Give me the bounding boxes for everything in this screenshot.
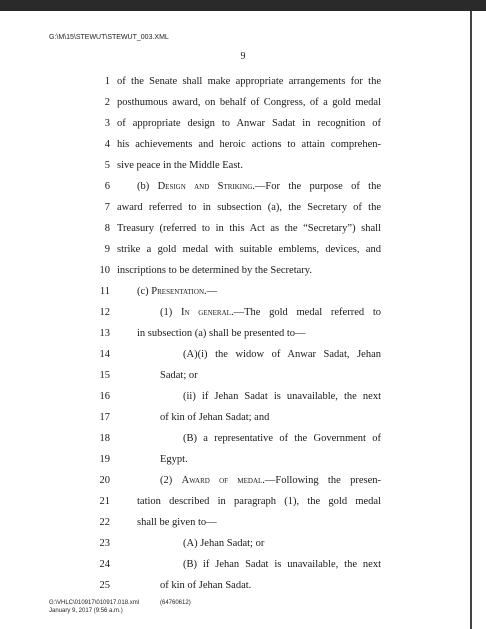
line-number: 13 <box>99 328 110 339</box>
line-text: of kin of Jehan Sadat; and <box>160 412 270 423</box>
line-text: (1) In general.—The gold medal referred to <box>160 307 382 318</box>
footer-path: G:\VHLC\010917\010917.018.xml <box>49 600 140 606</box>
line-number: 23 <box>99 538 110 549</box>
line-text: (B) if Jehan Sadat is unavailable, the next <box>183 559 381 570</box>
line-text: of appropriate design to Anwar Sadat in recognition of <box>117 118 381 129</box>
line-number: 16 <box>99 391 110 402</box>
line-number: 4 <box>104 139 110 150</box>
line-text: (2) Award of medal.—Following the presen- <box>160 475 381 486</box>
line-number: 24 <box>99 559 110 570</box>
line-number: 18 <box>99 433 110 444</box>
line-text: tation described in paragraph (1), the gold medal <box>137 496 381 507</box>
line-number: 22 <box>99 517 110 528</box>
line-number: 15 <box>99 370 110 381</box>
top-bar <box>0 0 486 11</box>
line-text: award referred to in subsection (a), the Secretary of the <box>117 202 381 213</box>
line-number: 7 <box>104 202 110 213</box>
line-number: 19 <box>99 454 110 465</box>
line-number: 21 <box>99 496 110 507</box>
line-text: strike a gold medal with suitable emblems, devices, and <box>117 244 381 255</box>
line-text: inscriptions to be determined by the Secretary. <box>117 265 312 276</box>
line-number: 10 <box>99 265 110 276</box>
line-number: 17 <box>99 412 110 423</box>
footer-id: (64760612) <box>160 600 191 606</box>
line-number: 1 <box>104 76 110 87</box>
line-number: 8 <box>104 223 110 234</box>
page-number: 9 <box>240 51 246 62</box>
page-edge <box>470 11 472 629</box>
line-text: (b) Design and Striking.—For the purpose of the <box>137 181 381 192</box>
line-text: of kin of Jehan Sadat. <box>160 580 252 591</box>
line-text: of the Senate shall make appropriate arrangements for the <box>117 76 381 87</box>
line-text: Treasury (referred to in this Act as the “Secretary”) shall <box>117 223 381 234</box>
footer-date: January 9, 2017 (9:56 a.m.) <box>49 608 123 614</box>
line-text: Sadat; or <box>160 370 198 381</box>
line-number: 6 <box>104 181 110 192</box>
line-text: (B) a representative of the Government of <box>183 433 381 444</box>
line-number: 25 <box>99 580 110 591</box>
line-text: posthumous award, on behalf of Congress, of a gold medal <box>117 97 381 108</box>
line-text: in subsection (a) shall be presented to— <box>137 328 306 339</box>
line-number: 20 <box>99 475 110 486</box>
line-number: 14 <box>99 349 110 360</box>
line-text: Egypt. <box>160 454 188 465</box>
line-text: (c) Presentation.— <box>137 286 218 297</box>
line-text: his achievements and heroic actions to attain comprehen- <box>117 139 381 150</box>
document-path: G:\M\15\STEWUT\STEWUT_003.XML <box>49 34 169 41</box>
line-text: (A) Jehan Sadat; or <box>183 538 265 549</box>
line-text: (A)(i) the widow of Anwar Sadat, Jehan <box>183 349 381 360</box>
line-number: 5 <box>104 160 110 171</box>
line-number: 11 <box>99 286 110 297</box>
line-number: 9 <box>104 244 110 255</box>
line-number: 2 <box>104 97 110 108</box>
line-number: 3 <box>104 118 110 129</box>
line-text: shall be given to— <box>137 517 217 528</box>
line-text: sive peace in the Middle East. <box>117 160 243 171</box>
line-number: 12 <box>99 307 110 318</box>
line-text: (ii) if Jehan Sadat is unavailable, the next <box>183 391 381 402</box>
